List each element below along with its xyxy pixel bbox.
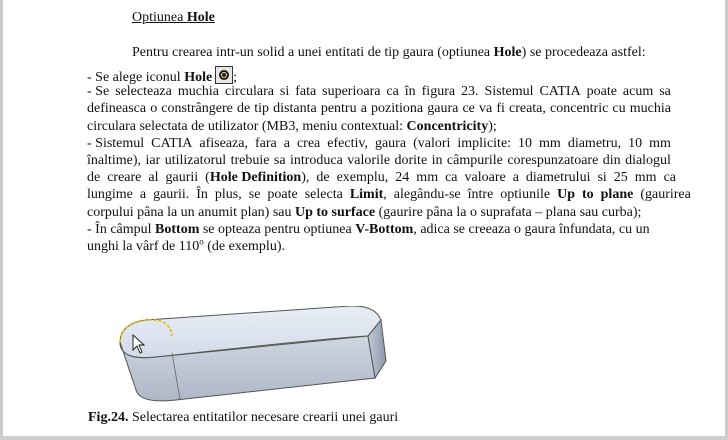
page-bottom-border [0,436,728,440]
bullet-select-edge-line-2 [87,100,671,117]
bullet-select-edge-line-3: circulara selectata de utilizator (MB3, meniu contextual: Concentricity); [87,118,497,134]
word: - Sistemul [87,135,145,151]
word: gaura [427,101,459,117]
word: fata [295,84,317,100]
instructions-body [87,66,691,255]
bullet-select-edge-line-1 [87,83,671,100]
word: 10 [628,135,643,151]
word: a [360,101,367,117]
word: tip [254,101,270,117]
word: CATIA [151,135,193,151]
word: acum [622,84,654,100]
word: introduca [289,152,343,168]
word: o [150,101,158,117]
word: dorite [394,152,428,168]
word: valorile [347,152,391,168]
word: selecteaza [115,84,172,100]
word: cu [612,101,626,117]
bullet-catia-preview-line-2 [87,152,671,169]
section-heading: Optiunea Hole [132,10,215,25]
word: figura [421,84,456,100]
word: in [431,152,443,168]
word: implicite: [457,135,512,151]
word: (valori [413,135,451,151]
word: de [236,101,251,117]
word: mm [649,135,671,151]
word: afiseaza, [199,135,248,151]
bullet-catia-preview-line-1 [87,135,671,152]
word: Sistemul [484,84,534,100]
page-left-border [0,0,3,440]
word: defineasca [87,101,147,117]
word: superioara [322,84,381,100]
bullet-catia-preview-line-4: lungime a gaurii. În plus, se poate selecta Limit, alegându-se între optiunile Up to plane (gaurirea [87,187,691,203]
bullet-select-icon: - Se alege iconul Hole ; [87,66,671,83]
bullet-bottom-line-2: unghi la vârf de 110$^o$ (de exemplu). [87,236,285,254]
word: muchia [629,101,671,117]
word: 10 [518,135,533,151]
word: distanta [273,101,317,117]
word: circulara [224,84,274,100]
word: a [283,135,290,151]
bullet-bottom-line-1: - În câmpul Bottom se opteaza pentru optiunea V-Bottom, adica se creeaza o gaura înfundata, cu un [87,221,650,237]
word: concentric [550,101,609,117]
word: fara [254,135,277,151]
hole-tool-icon [215,66,233,84]
word: sa [273,152,286,168]
figure-3d-slot-part [100,306,420,410]
word: în [404,84,416,100]
word: ca [386,84,399,100]
figure-caption: Fig.24. Selectarea entitatilor necesare crearii unei gauri [88,410,399,425]
word: creata, [508,101,546,117]
word: diametru, [567,135,622,151]
word: va [478,101,493,117]
word: câmpurile [446,152,503,168]
word: gaura [374,135,407,151]
word: înaltime), [87,152,142,168]
bullet-catia-preview-line-5: corpului pâna la un anumit plan) sau Up to surface (gaurire pâna la o suprafata – plana sau curba); [87,204,642,220]
word: iar [145,152,161,168]
word: 23. [461,84,479,100]
word: si [279,84,290,100]
word: pozitiona [371,101,424,117]
word: utilizatorul [164,152,227,168]
bullet-catia-preview-line-3: de creare al gaurii (Hole Definition), de exemplu, 24 mm ca valoare a diametrului si 25 mm ca [87,170,676,186]
word: constrângere [161,101,233,117]
word: dialogul [625,152,671,168]
word: mm [539,135,561,151]
word: - Se [87,84,110,100]
word: trebuie [230,152,270,168]
word: muchia [177,84,220,100]
word: fi [496,101,505,117]
word: sa [659,84,671,100]
word: corespunzatoare [507,152,599,168]
word: CATIA [539,84,581,100]
word: efectiv, [327,135,368,151]
intro-paragraph: Pentru crearea intr-un solid a unei entitati de tip gaura (optiunea Hole) se procedeaza astfel: [132,45,646,60]
word: crea [296,135,321,151]
word: din [602,152,621,168]
word: poate [586,84,617,100]
word: ce [462,101,475,117]
word: pentru [320,101,357,117]
